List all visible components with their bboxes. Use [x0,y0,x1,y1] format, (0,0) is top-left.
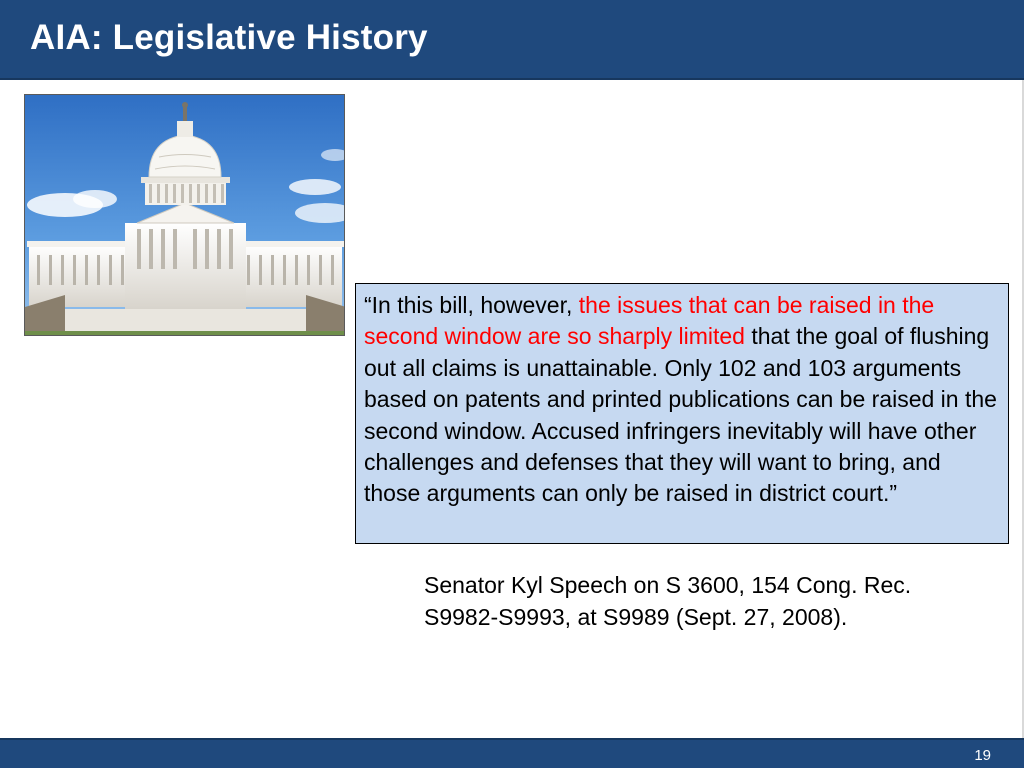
slide-title: AIA: Legislative History [30,18,428,57]
capitol-building-photo [24,94,345,336]
quote-box [355,283,1009,544]
quote-text-part2: that the goal of flushing out all claims is unattainable. Only 102 and 103 arguments based on patents and printed publications can be raised in the second window. Accused infringers inevitably will have other challenges and defenses that they will want to bring, and those arguments can only be raised in district court.” [364,323,997,507]
citation-line-2: S9982-S9993, at S9989 (Sept. 27, 2008). [424,603,848,630]
quote-text-part1: “In this bill, however, [364,292,579,318]
quote-highlight: the issues that can be raised in the second window are so sharply limited [364,292,935,350]
footer-bar [0,738,1024,768]
citation [424,570,1004,633]
capitol-illustration [25,95,345,336]
title-bar [0,0,1024,80]
citation-line-1: Senator Kyl Speech on S 3600, 154 Cong. Rec. [424,572,912,598]
page-number: 19 [974,747,991,764]
